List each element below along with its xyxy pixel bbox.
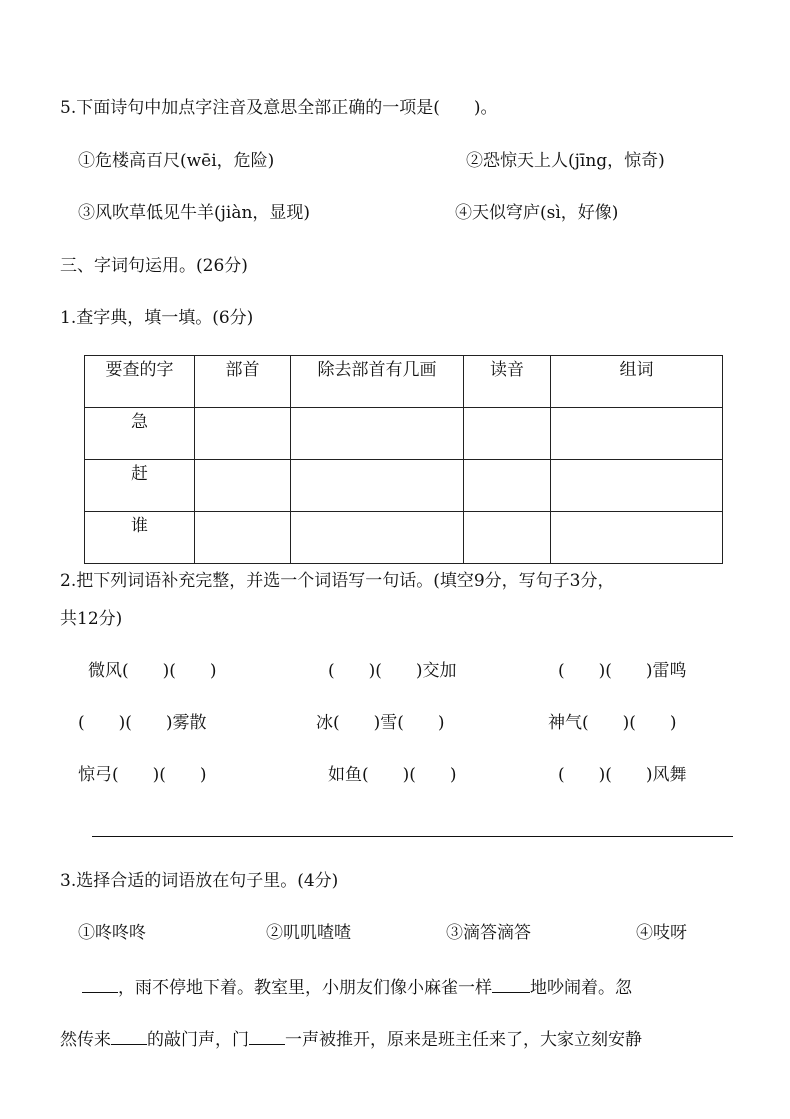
sentence-writing-line[interactable] [92, 836, 733, 837]
table-header: 要查的字 [85, 356, 195, 408]
table-header: 部首 [195, 356, 291, 408]
idiom-item: 惊弓( )( ) [78, 765, 207, 785]
answer-cell-strokes[interactable] [291, 512, 464, 564]
fill-blank[interactable] [111, 1026, 147, 1045]
table-char-cell: 急 [85, 408, 195, 460]
q3-option-3: ③滴答滴答 [446, 923, 531, 943]
q3-option-4: ④吱呀 [636, 923, 687, 943]
answer-cell-pinyin[interactable] [464, 408, 551, 460]
idiom-item: ( )( )雾散 [78, 713, 207, 733]
answer-cell-word[interactable] [551, 512, 723, 564]
answer-cell-strokes[interactable] [291, 460, 464, 512]
idiom-item: 神气( )( ) [548, 713, 677, 733]
answer-cell-radical[interactable] [195, 408, 291, 460]
answer-cell-pinyin[interactable] [464, 512, 551, 564]
idiom-item: 如鱼( )( ) [328, 765, 457, 785]
answer-cell-radical[interactable] [195, 460, 291, 512]
idiom-item: ( )( )雷鸣 [558, 661, 687, 681]
q5-option-2: ②恐惊天上人(jīng，惊奇) [466, 151, 665, 171]
fill-blank[interactable] [492, 974, 530, 993]
table-char-cell: 赶 [85, 460, 195, 512]
q3-title: 3.选择合适的词语放在句子里。(4分) [60, 871, 339, 891]
idiom-item: ( )( )风舞 [558, 765, 687, 785]
section-3-heading: 三、字词句运用。(26分) [60, 256, 248, 276]
table-header: 读音 [464, 356, 551, 408]
fill-blank[interactable] [249, 1026, 285, 1045]
answer-cell-word[interactable] [551, 408, 723, 460]
fill-blank[interactable] [82, 974, 118, 993]
q2-title-line2: 共12分) [60, 609, 123, 629]
q1-title: 1.查字典，填一填。(6分) [60, 308, 254, 328]
q5-stem: 5.下面诗句中加点字注音及意思全部正确的一项是( )。 [60, 98, 498, 118]
answer-cell-pinyin[interactable] [464, 460, 551, 512]
q3-paragraph-line2: 然传来 的敲门声，门 一声被推开，原来是班主任来了，大家立刻安静 [60, 1026, 642, 1051]
q5-option-4: ④天似穹庐(sì，好像) [455, 203, 619, 223]
answer-cell-radical[interactable] [195, 512, 291, 564]
idiom-item: 冰( )雪( ) [316, 713, 445, 733]
table-header: 组词 [551, 356, 723, 408]
q3-paragraph-line1: ，雨不停地下着。教室里，小朋友们像小麻雀一样 地吵闹着。忽 [82, 974, 632, 999]
answer-cell-strokes[interactable] [291, 408, 464, 460]
idiom-item: 微风( )( ) [88, 661, 217, 681]
table-char-cell: 谁 [85, 512, 195, 564]
idiom-item: ( )( )交加 [328, 661, 457, 681]
answer-cell-word[interactable] [551, 460, 723, 512]
dictionary-table [84, 355, 723, 564]
q3-option-2: ②叽叽喳喳 [266, 923, 351, 943]
q3-option-1: ①咚咚咚 [78, 923, 146, 943]
q5-option-1: ①危楼高百尺(wēi，危险) [78, 151, 275, 171]
q2-title-line1: 2.把下列词语补充完整，并选一个词语写一句话。(填空9分，写句子3分， [60, 571, 615, 591]
table-header: 除去部首有几画 [291, 356, 464, 408]
q5-option-3: ③风吹草低见牛羊(jiàn，显现) [78, 203, 311, 223]
